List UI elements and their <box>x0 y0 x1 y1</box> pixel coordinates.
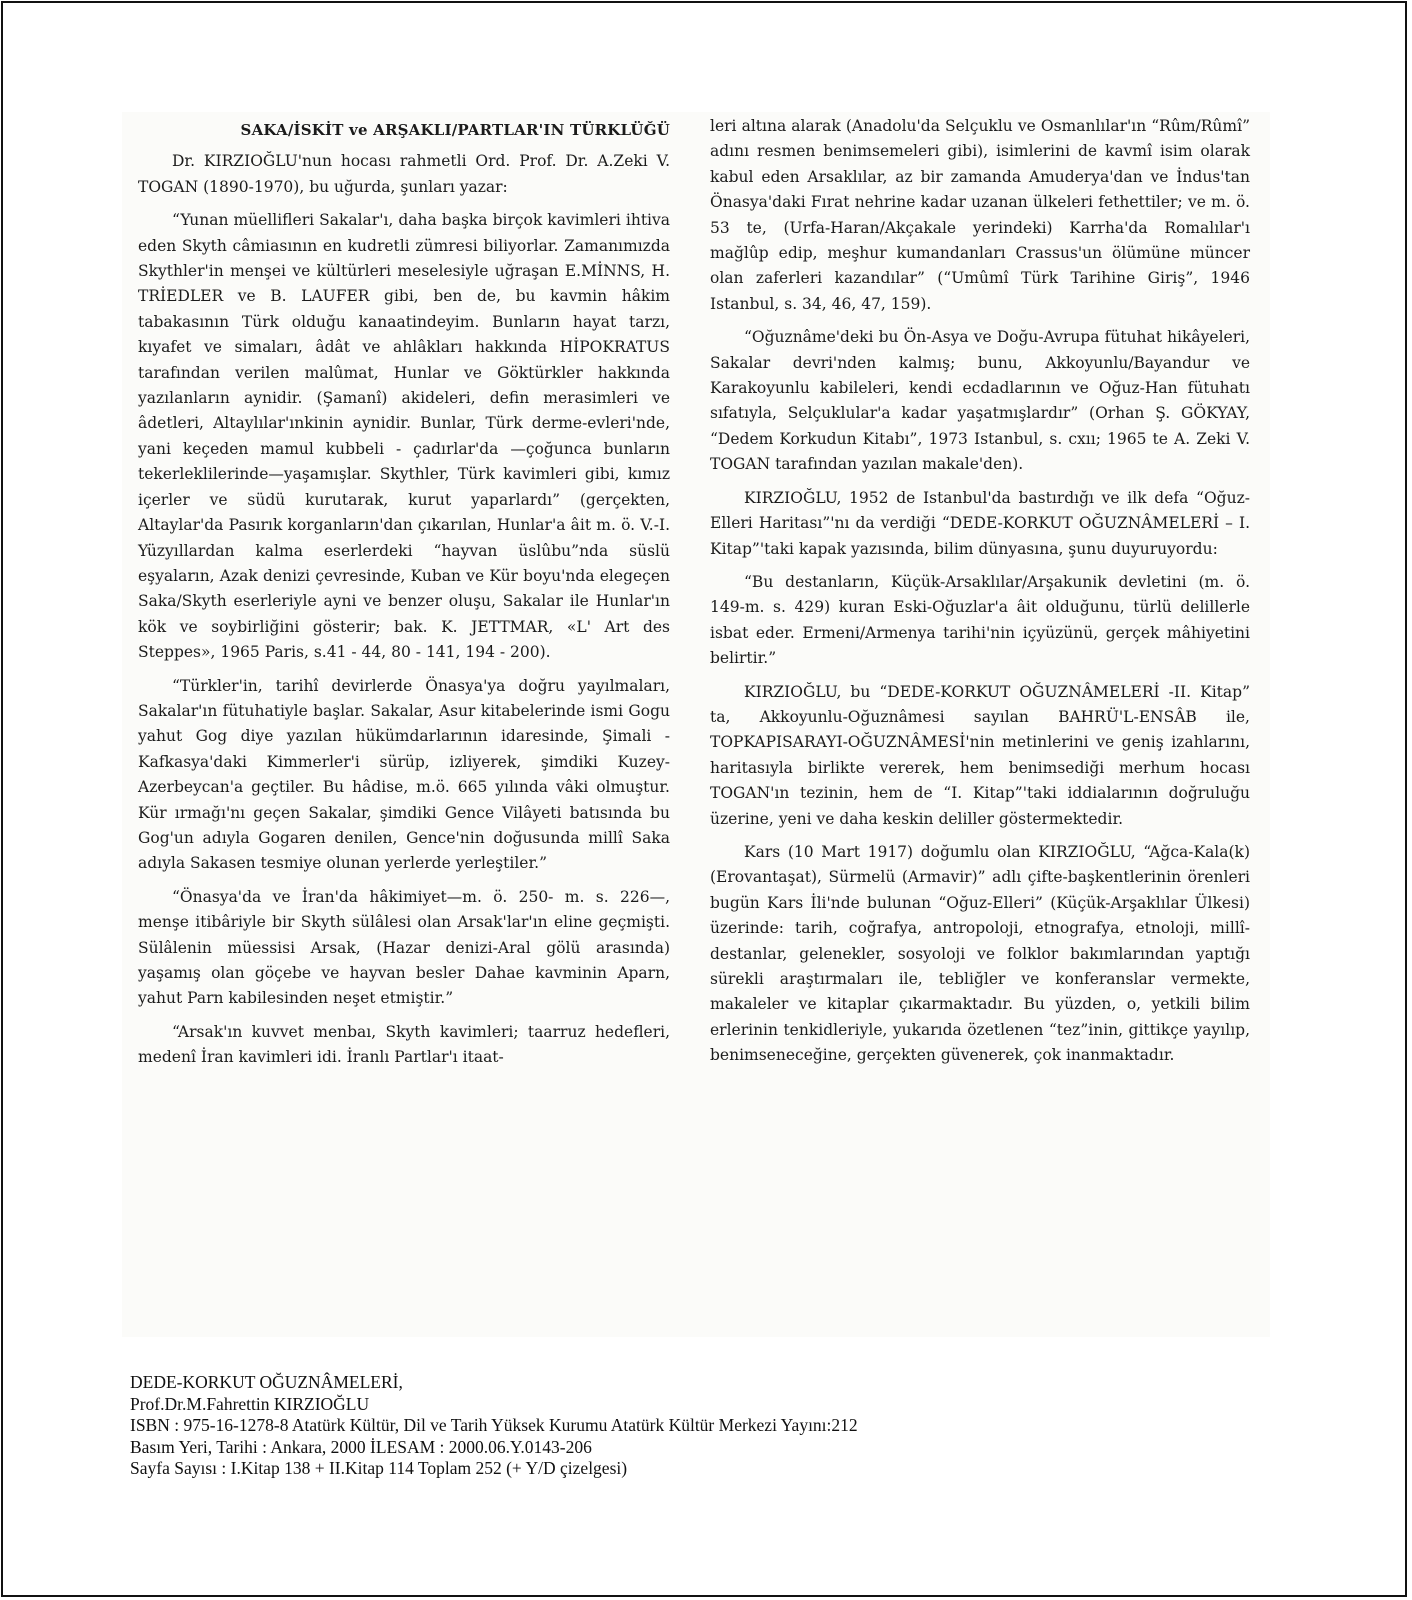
paragraph: “Türkler'in, tarihî devirlerde Önasya'ya doğru yayılmaları, Sakalar'ın fütuhatiyle başlar. Sakalar, Asur kitabelerinde ismi Gogu yahut Gog diye yazılan hükümdarlarının idaresinde, Şimali - Kafkasya'daki Kimmerler'i sürüp, izliyerek, şimdiki Kuzey-Azerbeycan'a geçtiler. Bu hâdise, m.ö. 665 yılında vâki olmuştur. Kür ırmağı'nı geçen Sakalar, şimdiki Gence Vilâyeti batısında bu Gog'un adıyla Gogaren denilen, Gence'nin doğusunda millî Saka adıyla Sakasen tesmiye olunan yerlerde yerleştiler.” <box>138 676 670 873</box>
paragraph: “Oğuznâme'deki bu Ön-Asya ve Doğu-Avrupa fütuhat hikâyeleri, Sakalar devri'nden kalmış; bunu, Akkoyunlu/Bayandur ve Karakoyunlu kabileleri, kendi ecdadlarının ve Oğuz-Han fütuhatı sıfatıyla, Selçuklular'a kadar yaşatmışlardır” (Orhan Ş. GÖKYAY, “Dedem Korkudun Kitabı”, 1973 Istanbul, s. cxıı; 1965 te A. Zeki V. TOGAN tarafından yazılan makale'den). <box>710 328 1250 474</box>
book-title: DEDE-KORKUT OĞUZNÂMELERİ, <box>130 1372 403 1392</box>
paragraph: leri altına alarak (Anadolu'da Selçuklu ve Osmanlılar'ın “Rûm/Rûmî” adını resmen benimsemeleri gibi), isimlerini de kavmî isim olarak kabul eden Arsaklılar, az bir zamanda Amuderya'dan ve İndus'tan Önasya'daki Fırat nehrine kadar uzanan ülkeleri fethettiler; ve m. ö. 53 te, (Urfa-Haran/Akçakale yerindeki) Karrha'da Romalılar'ı mağlûp edip, meşhur kumandanları Crassus'un ölümüne müncer olan zaferleri kazandılar” (“Umûmî Türk Tarihine Giriş”, 1946 Istanbul, s. 34, 46, 47, 159). <box>710 117 1250 313</box>
paragraph: “Yunan müellifleri Sakalar'ı, daha başka birçok kavimleri ihtiva eden Skyth câmiasının en kudretli zümresi biliyorlar. Zamanımızda Skythler'in menşei ve kültürleri meselesiyle uğraşan E.MİNNS, H. TRİEDLER ve B. LAUFER gibi, ben de, bu kavmin hâkim tabakasının Türk olduğu kanaatindeyim. Bunların hayat tarzı, kıyafet ve simaları, âdât ve ahlâkları hakkında HİPOKRATUS tarafından verilen malûmat, Hunlar ve Göktürkler hakkında yazılanların aynidir. (Şamanî) akideleri, defin merasimleri ve âdetleri, Altaylılar'ınkinin aynidir. Bunlar, Türk derme-evleri'nde, yani keçeden mamul kubbeli - çadırlar'da —çoğunca bunların tekerleklilerinde—yaşamışlar. Skythler, Türk kavimleri gibi, kımız içerler ve südü kurutarak, kurut yaparlardı” (gerçekten, Altaylar'da Pasırık korganların'dan çıkarılan, Hunlar'a âit m. ö. V.-I. Yüzyıllardan kalma eserlerdeki “hayvan üslûbu”nda süslü eşyaların, Azak denizi çevresinde, Kuban ve Kür boyu'nda elegeçen Saka/Skyth eserleriyle ayni ve benzer oluşu, Sakalar ile Hunlar'ın kök ve soybirliğini gösterir; bak. K. JETTMAR, «L' Art des Steppes», 1965 Paris, s.41 - 44, 80 - 141, 194 - 200). <box>138 211 670 662</box>
book-page-count: Sayfa Sayısı : I.Kitap 138 + II.Kitap 114 Toplam 252 (+ Y/D çizelgesi) <box>130 1458 628 1478</box>
paragraph: “Bu destanların, Küçük-Arsaklılar/Arşakunik devletini (m. ö. 149-m. s. 429) kuran Eski-Oğuzlar'a âit olduğunu, türlü delillerle isbat eder. Ermeni/Armenya tarihi'nin içyüzünü, gerçek mâhiyetini belirtir.” <box>710 572 1250 668</box>
article-title: SAKA/İSKİT ve ARŞAKLI/PARTLAR'IN TÜRKLÜĞÜ <box>240 121 670 139</box>
paragraph: KIRZIOĞLU, bu “DEDE-KORKUT OĞUZNÂMELERİ -II. Kitap” ta, Akkoyunlu-Oğuznâmesi sayılan BAHRÜ'L-ENSÂB ile, TOPKAPISARAYI-OĞUZNÂMESİ'nin metinlerini ve geniş izahlarını, haritasıyla birlikte vererek, hem benimsediği merhum hocası TOGAN'ın tezinin, hem de “I. Kitap”'taki iddialarının doğruluğu üzerine, yeni ve daha keskin deliller göstermektedir. <box>710 682 1250 828</box>
right-column <box>710 114 1250 1077</box>
paragraph: KIRZIOĞLU, 1952 de Istanbul'da bastırdığı ve ilk defa “Oğuz-Elleri Haritası”'nı da verdiği “DEDE-KORKUT OĞUZNÂMELERİ – I. Kitap”'taki kapak yazısında, bilim dünyasına, şunu duyuruyordu: <box>710 488 1250 558</box>
book-info <box>130 1372 1280 1480</box>
book-isbn: ISBN : 975-16-1278-8 Atatürk Kültür, Dil ve Tarih Yüksek Kurumu Atatürk Kültür Merkezi Yayını:212 <box>130 1415 858 1435</box>
paragraph: Dr. KIRZIOĞLU'nun hocası rahmetli Ord. Prof. Dr. A.Zeki V. TOGAN (1890-1970), bu uğurda, şunları yazar: <box>138 152 670 196</box>
paragraph: Kars (10 Mart 1917) doğumlu olan KIRZIOĞLU, “Ağca-Kala(k) (Erovantaşat), Sürmelü (Armavir)” adlı çifte-başkentlerinin örenleri bugün Kars İli'nde bulunan “Oğuz-Elleri” (Küçük-Arşaklılar Ülkesi) üzerinde: tarih, coğrafya, antropoloji, etnografya, etnoloji, millî-destanlar, gelenekler, sosyoloji ve folklor bakımlarından yaptığı sürekli araştırmaları ile, tebliğler ve konferanslar vermekte, makaleler ve kitaplar çıkarmaktadır. Bu yüzden, o, yetkili bilim erlerinin tenkidleriyle, yukarıda özetlenen “tez”inin, gittikçe yayılıp, benimseneceğine, gerçekten güvenerek, çok inanmaktadır. <box>710 842 1250 1065</box>
left-column <box>138 118 670 1079</box>
scanned-page <box>122 112 1270 1337</box>
book-author: Prof.Dr.M.Fahrettin KIRZIOĞLU <box>130 1393 370 1414</box>
paragraph: “Önasya'da ve İran'da hâkimiyet—m. ö. 250- m. s. 226—, menşe itibâriyle bir Skyth sülâlesi olan Arsak'lar'ın eline geçmişti. Sülâlenin müessisi Arsak, (Hazar denizi-Aral gölü arasında) yaşamış olan göçebe ve hayvan besler Dahae kavminin Aparn, yahut Parn kabilesinden neşet etmiştir.” <box>138 887 670 1008</box>
book-publication: Basım Yeri, Tarihi : Ankara, 2000 İLESAM : 2000.06.Y.0143-206 <box>130 1436 592 1457</box>
paragraph: “Arsak'ın kuvvet menbaı, Skyth kavimleri; taarruz hedefleri, medenî İran kavimleri idi. İranlı Partlar'ı itaat- <box>138 1022 670 1067</box>
